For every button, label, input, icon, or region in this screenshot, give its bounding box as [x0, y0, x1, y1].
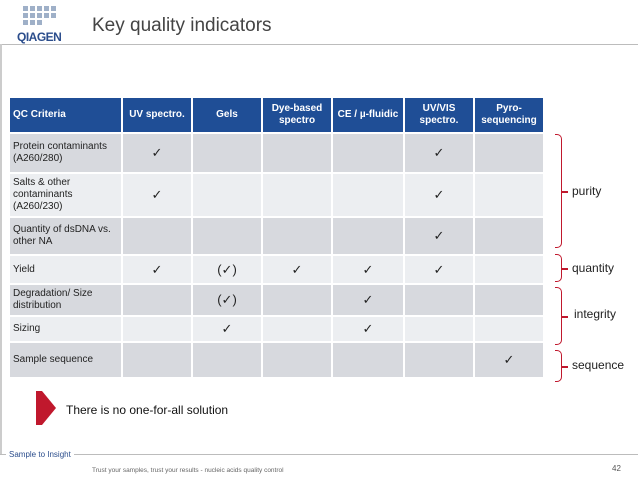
check-mark: ✓	[333, 285, 403, 315]
check-mark	[405, 285, 473, 315]
criteria-cell: Sample sequence	[10, 343, 121, 377]
left-edge-rule	[0, 44, 2, 454]
check-mark	[475, 134, 543, 172]
sequence-label: sequence	[572, 358, 625, 372]
check-mark	[475, 317, 543, 341]
check-mark: ✓	[123, 256, 191, 283]
logo-wordmark: QIAGEN	[17, 30, 62, 44]
check-mark: ✓	[405, 174, 473, 216]
check-mark	[123, 343, 191, 377]
table-row	[10, 218, 543, 254]
criteria-cell: Degradation/ Size distribution	[10, 285, 121, 315]
check-mark	[333, 343, 403, 377]
check-mark	[475, 285, 543, 315]
table-row	[10, 256, 543, 283]
check-mark	[333, 218, 403, 254]
check-mark	[193, 343, 261, 377]
sequence-bracket	[555, 350, 562, 382]
check-mark	[263, 285, 331, 315]
check-mark	[263, 174, 331, 216]
table-row	[10, 317, 543, 341]
table-header-row	[10, 98, 543, 132]
purity-label: purity	[572, 184, 602, 198]
footer-note: Trust your samples, trust your results - nucleic acids quality control	[92, 467, 284, 474]
check-mark: ✓	[263, 256, 331, 283]
check-mark	[123, 285, 191, 315]
qc-criteria-table	[8, 96, 545, 379]
check-mark	[263, 317, 331, 341]
table-row	[10, 134, 543, 172]
purity-bracket	[555, 134, 562, 248]
quantity-label: quantity	[572, 261, 615, 275]
check-mark	[475, 174, 543, 216]
check-mark	[263, 343, 331, 377]
check-mark: ✓	[333, 317, 403, 341]
integrity-label: integrity	[574, 307, 617, 321]
check-mark	[475, 256, 543, 283]
header-divider	[0, 44, 638, 45]
check-mark: (✓)	[193, 285, 261, 315]
check-mark: ✓	[405, 218, 473, 254]
check-mark	[263, 218, 331, 254]
check-mark	[193, 134, 261, 172]
column-header-uv-vis: UV/VIS spectro.	[405, 98, 473, 132]
check-mark: ✓	[123, 174, 191, 216]
table-row	[10, 343, 543, 377]
quantity-bracket	[555, 254, 562, 282]
page-title: Key quality indicators	[92, 15, 272, 36]
column-header-criteria: QC Criteria	[10, 98, 121, 132]
check-mark: ✓	[405, 134, 473, 172]
check-mark	[333, 134, 403, 172]
table-row	[10, 174, 543, 216]
criteria-cell: Protein contaminants (A260/280)	[10, 134, 121, 172]
check-mark	[263, 134, 331, 172]
page-number: 42	[612, 464, 621, 473]
check-mark: ✓	[333, 256, 403, 283]
criteria-cell: Sizing	[10, 317, 121, 341]
qiagen-logo	[17, 6, 63, 44]
check-mark: ✓	[405, 256, 473, 283]
check-mark	[193, 218, 261, 254]
check-mark	[333, 174, 403, 216]
column-header-ce-fluidic: CE / µ-fluidic	[333, 98, 403, 132]
check-mark: ✓	[123, 134, 191, 172]
table-row	[10, 285, 543, 315]
check-mark	[123, 317, 191, 341]
check-mark	[475, 218, 543, 254]
column-header-pyrosequencing: Pyro-sequencing	[475, 98, 543, 132]
criteria-cell: Quantity of dsDNA vs. other NA	[10, 218, 121, 254]
column-header-uv-spectro: UV spectro.	[123, 98, 191, 132]
callout-arrow-icon	[42, 391, 56, 425]
criteria-cell: Salts & other contaminants (A260/230)	[10, 174, 121, 216]
footer-divider	[0, 454, 638, 455]
check-mark	[405, 343, 473, 377]
footer-tagline: Sample to Insight	[6, 450, 74, 459]
check-mark: ✓	[193, 317, 261, 341]
integrity-bracket	[555, 287, 562, 345]
criteria-cell: Yield	[10, 256, 121, 283]
column-header-gels: Gels	[193, 98, 261, 132]
column-header-dye-based: Dye-based spectro	[263, 98, 331, 132]
check-mark: (✓)	[193, 256, 261, 283]
callout-text: There is no one-for-all solution	[66, 403, 229, 417]
logo-dot-grid	[23, 6, 56, 25]
check-mark	[123, 218, 191, 254]
check-mark	[193, 174, 261, 216]
check-mark	[405, 317, 473, 341]
check-mark: ✓	[475, 343, 543, 377]
